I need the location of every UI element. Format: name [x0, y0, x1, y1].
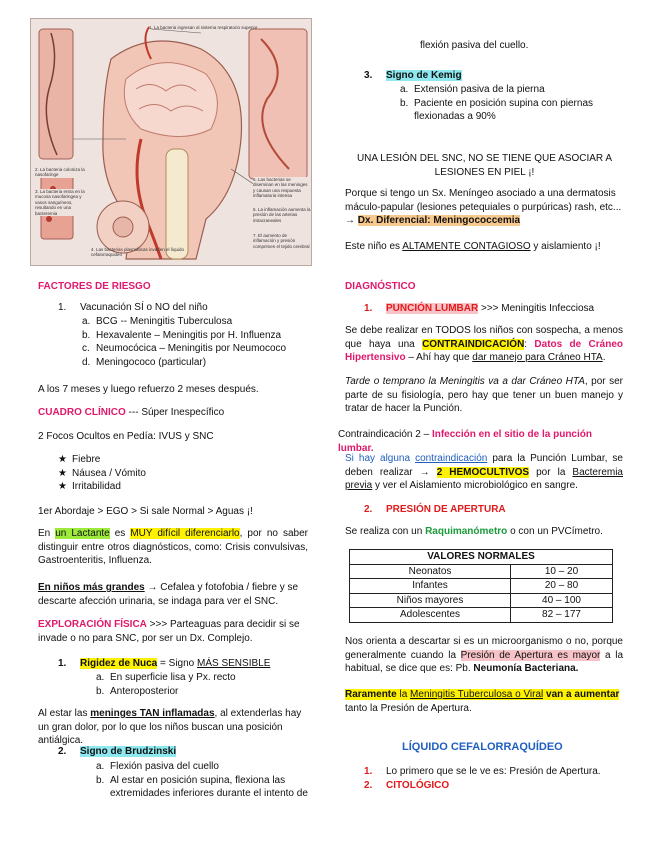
- meningitis-anatomy-drawing: [31, 19, 312, 266]
- lcr-title: LÍQUIDO CEFALORRAQUÍDEO: [402, 741, 563, 753]
- illustration-label-7: 7. El aumento de inflamación y presión comprimen el tejido cerebral: [253, 233, 310, 249]
- list-item: a. Flexión pasiva del cuello: [96, 761, 219, 772]
- list-item: 1. Lo primero que se le ve es: Presión de Apertura.: [364, 766, 601, 777]
- factores-title: FACTORES DE RIESGO: [38, 281, 151, 292]
- list-item: b. Hexavalente – Meningitis por H. Influenza: [82, 329, 282, 341]
- table-header: VALORES NORMALES: [350, 550, 613, 565]
- kemig-list: [400, 83, 620, 124]
- contraindicacion-2: Contraindicación 2 – Infección en el sitio de la punción lumbar.: [338, 429, 592, 454]
- raramente-paragraph: Raramente la Meningitis Tuberculosa o Viral van a aumentar tanto la Presión de Apertura.: [345, 689, 620, 714]
- table-row: Niños mayores 40 – 100: [350, 593, 613, 608]
- porque-paragraph: Porque si tengo un Sx. Meníngeo asociado a una dermatosis máculo-papular (lesiones petequiales o purpúricas) rash, etc... → Dx. Diferencial: Meningococcemia: [345, 188, 622, 226]
- meninges-paragraph: Al estar las meninges TAN inflamadas, al extenderlas hay un gran dolor, por lo que los niños buscan una posición antiálgica.: [38, 708, 302, 746]
- list-item: b. Paciente en posición supina con piernas flexionadas a 90%: [400, 97, 594, 122]
- tarde-paragraph: Tarde o temprano la Meningitis va a dar Cráneo HTA, por ser parte de su fisiología, pero hay que tener un buen manejo y tratar de hacer la Punción.: [345, 376, 623, 414]
- illustration-label-5: 5. Las bacterias se diseminan en las meninges y causan una respuesta inflamatoria intensa: [253, 177, 311, 199]
- todos-paragraph: Se debe realizar en TODOS los niños con sospecha, a menos que haya una CONTRAINDICACIÓN: Datos de Cráneo Hipertensivo – Ahí hay que dar manejo para Cráneo HTA.: [345, 325, 624, 363]
- factor-1: 1. Vacunación SÍ o NO del niño: [58, 302, 208, 313]
- ninos-grandes-paragraph: En niños más grandes → Cefalea y fotofobia / fiebre y se descarte afección urinaria, se indaga para ver el SNC.: [38, 582, 299, 607]
- star-bullet-icon: ★: [58, 467, 67, 479]
- presion-paragraph: Nos orienta a descartar si es un microorganismo o no, porque generalmente cuando la Presión de Apertura es mayor a la habitual, se dice que es: Pb. Neumonía Bacteriana.: [345, 636, 624, 674]
- hemocultivos-paragraph: Si hay alguna contraindicación para la Punción Lumbar, se deben realizar → 2 HEMOCULTIVOS por la Bacteremia previa y ver el Aislamiento microbiológico en sangre.: [345, 453, 623, 491]
- symptom-list: [58, 453, 146, 494]
- exploracion-paragraph: EXPLORACIÓN FÍSICA >>> Parteaguas para decidir si se invade o no para SNC, por ser un Dx. Complejo.: [38, 619, 300, 644]
- presion-apertura-heading: 2. PRESIÓN DE APERTURA: [364, 504, 506, 515]
- list-item: c. Neumocócica – Meningitis por Neumococo: [82, 343, 287, 354]
- rigidez-list: [96, 671, 236, 698]
- brudzinski-sign: 2. Signo de Brudzinski: [58, 746, 177, 757]
- illustration-label-1: 1. La bacteria ingresan al sistema respiratorio superior: [149, 25, 258, 30]
- lactante-paragraph: En un Lactante es MUY difícil diferenciarlo, por no saber distinguir entre otros diagnósticos, como: Crisis convulsivas, Gastroenteritis, Influenza.: [38, 528, 309, 566]
- contagioso-text: Este niño es ALTAMENTE CONTAGIOSO y aislamiento ¡!: [345, 241, 601, 252]
- refuerzo-text: A los 7 meses y luego refuerzo 2 meses después.: [38, 384, 259, 395]
- table-row: Neonatos 10 – 20: [350, 564, 613, 579]
- star-bullet-icon: ★: [58, 481, 67, 492]
- list-item: ★ Náusea / Vómito: [58, 467, 146, 479]
- illustration-label-2: 2. La bacteria coloniza la nasofaringe: [35, 167, 85, 178]
- kemig-sign: 3. Signo de Kemig: [364, 70, 462, 81]
- list-item: 2. CITOLÓGICO: [364, 779, 450, 791]
- rigidez-nuca: 1. Rigidez de Nuca = Signo MÁS SENSIBLE: [58, 658, 271, 669]
- cuadro-clinico-heading: CUADRO CLÍNICO --- Súper Inespecífico: [38, 407, 225, 418]
- illustration-label-3: 3. La bacteria entra en la mucosa nasofaringea y vasos sanguíneos, resultando en una bacteremia: [35, 189, 89, 216]
- list-item: b. Al estar en posición supina, flexiona las extremidades inferiores durante el intento de: [96, 774, 308, 799]
- list-item: d. Meningococo (particular): [82, 356, 207, 368]
- puncion-lumbar-heading: 1. PUNCIÓN LUMBAR >>> Meningitis Infecciosa: [364, 303, 595, 314]
- diagnostico-title: DIAGNÓSTICO: [345, 281, 416, 292]
- table-row: Infantes 20 – 80: [350, 579, 613, 594]
- list-item: a. En superficie lisa y Px. recto: [96, 672, 236, 683]
- focos-text: 2 Focos Ocultos en Pedía: IVUS y SNC: [38, 431, 214, 442]
- table-row: Adolescentes 82 – 177: [350, 608, 613, 623]
- star-bullet-icon: ★: [58, 454, 67, 465]
- lcr-list: [364, 765, 601, 792]
- brudzinski-list: [96, 760, 310, 801]
- list-item: a. Extensión pasiva de la pierna: [400, 84, 545, 95]
- list-item: a. BCG -- Meningitis Tuberculosa: [82, 316, 233, 327]
- flexion-continuation: flexión pasiva del cuello.: [420, 40, 529, 51]
- raquimanometro-text: Se realiza con un Raquimanómetro o con un PVCímetro.: [345, 526, 603, 537]
- valores-normales-table: [349, 549, 613, 623]
- abordaje-text: 1er Abordaje > EGO > Si sale Normal > Aguas ¡!: [38, 506, 253, 517]
- list-item: ★ Irritabilidad: [58, 481, 121, 492]
- factor-1-list: [82, 315, 286, 369]
- lesion-snc-note: UNA LESIÓN DEL SNC, NO SE TIENE QUE ASOCIAR A LESIONES EN PIEL ¡!: [356, 153, 613, 178]
- illustration-label-6: 6. La inflamación aumenta la presión de las arterias intracraneales: [253, 207, 311, 223]
- table-header-row: [350, 550, 613, 565]
- meningitis-illustration: [30, 18, 312, 266]
- illustration-label-4: 4. Las bacterias plasmáticas invaden el líquido cefalorraquideo: [91, 247, 185, 258]
- list-item: ★ Fiebre: [58, 454, 101, 465]
- list-item: b. Anteroposterior: [96, 685, 179, 697]
